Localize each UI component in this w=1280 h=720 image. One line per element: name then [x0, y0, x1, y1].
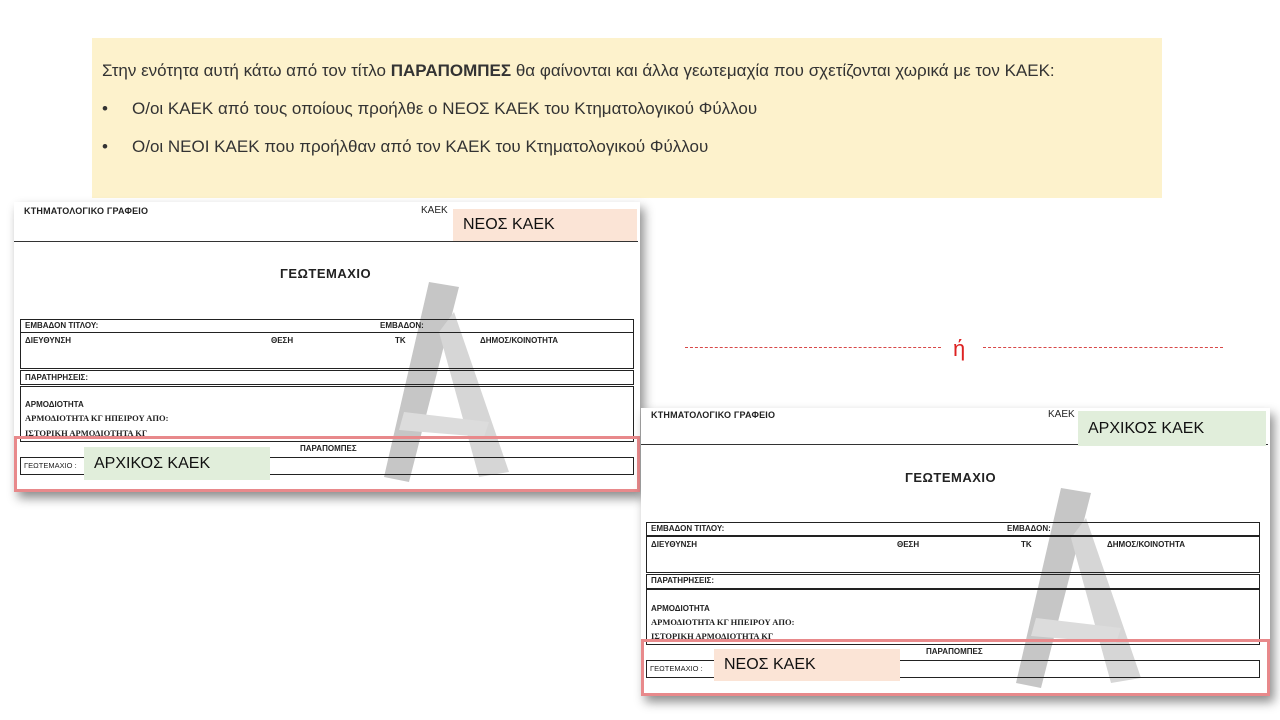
municipality-label: ΔΗΜΟΣ/ΚΟΙΝΟΤΗΤΑ: [1107, 540, 1186, 549]
area-label: ΕΜΒΑΔΟΝ:: [1007, 524, 1051, 533]
position-label: ΘΕΣΗ: [897, 540, 920, 549]
address-label: ΔΙΕΥΘΥΝΣΗ: [651, 540, 698, 549]
or-label: ή: [953, 336, 966, 361]
new-kaek-tag: ΝΕΟΣ ΚΑΕΚ: [714, 649, 900, 681]
remarks-row: [20, 370, 634, 385]
area-title-label: ΕΜΒΑΔΟΝ ΤΙΤΛΟΥ:: [651, 524, 725, 533]
intro-text-before: Στην ενότητα αυτή κάτω από τον τίτλο: [102, 61, 391, 80]
area-title-label: ΕΜΒΑΔΟΝ ΤΙΤΛΟΥ:: [25, 321, 99, 330]
jurisdiction-hist-label: ΙΣΤΟΡΙΚΗ ΑΡΜΟΔΙΟΤΗΤΑ ΚΓ: [651, 631, 774, 641]
form-card-original: [641, 408, 1270, 696]
position-label: ΘΕΣΗ: [271, 336, 294, 345]
tk-label: ΤΚ: [395, 336, 406, 345]
form-card-new: [14, 202, 640, 492]
bullet-item: • Ο/οι ΚΑΕΚ από τους οποίους προήλθε ο ΝΕΟΣ ΚΑΕΚ του Κτηματολογικού Φύλλου: [102, 90, 1152, 128]
dash-left: [685, 347, 941, 348]
bullet-item: • Ο/οι ΝΕΟΙ ΚΑΕΚ που προήλθαν από τον ΚΑΕΚ του Κτηματολογικού Φύλλου: [102, 128, 1152, 166]
intro-paragraph: [102, 52, 1152, 90]
references-highlight: [641, 639, 1270, 696]
references-label: ΠΑΡΑΠΟΜΠΕΣ: [926, 647, 983, 656]
kaek-label: ΚΑΕΚ: [1048, 409, 1075, 420]
remarks-label: ΠΑΡΑΤΗΡΗΣΕΙΣ:: [25, 373, 89, 382]
jurisdiction-kg-label: ΑΡΜΟΔΙΟΤΗΤΑ ΚΓ ΗΠΕΙΡΟΥ ΑΠΟ:: [651, 617, 795, 627]
address-label: ΔΙΕΥΘΥΝΣΗ: [25, 336, 72, 345]
area-label: ΕΜΒΑΔΟΝ:: [380, 321, 424, 330]
original-kaek-tag: ΑΡΧΙΚΟΣ ΚΑΕΚ: [1078, 411, 1266, 446]
or-divider: [685, 336, 1225, 366]
references-highlight: [14, 436, 640, 492]
intro-box: [92, 38, 1162, 198]
original-kaek-tag: ΑΡΧΙΚΟΣ ΚΑΕΚ: [84, 447, 270, 480]
intro-text-bold: ΠΑΡΑΠΟΜΠΕΣ: [390, 61, 512, 80]
intro-text-after: θα φαίνονται και άλλα γεωτεμαχία που σχετίζονται χωρικά με τον ΚΑΕΚ:: [511, 61, 1055, 80]
references-label: ΠΑΡΑΠΟΜΠΕΣ: [300, 444, 357, 453]
remarks-label: ΠΑΡΑΤΗΡΗΣΕΙΣ:: [651, 576, 715, 585]
municipality-label: ΔΗΜΟΣ/ΚΟΙΝΟΤΗΤΑ: [480, 336, 559, 345]
office-label: ΚΤΗΜΑΤΟΛΟΓΙΚΟ ΓΡΑΦΕΙΟ: [651, 410, 776, 420]
kaek-label: ΚΑΕΚ: [421, 205, 448, 216]
parcel-label: ΓΕΩΤΕΜΑΧΙΟ :: [650, 664, 703, 673]
parcel-label: ΓΕΩΤΕΜΑΧΙΟ :: [24, 461, 77, 470]
jurisdiction-kg-label: ΑΡΜΟΔΙΟΤΗΤΑ ΚΓ ΗΠΕΙΡΟΥ ΑΠΟ:: [25, 413, 169, 423]
intro-bullets: [102, 90, 1152, 166]
area-row: [646, 522, 1260, 536]
form-title: ΓΕΩΤΕΜΑΧΙΟ: [905, 470, 997, 485]
form-title: ΓΕΩΤΕΜΑΧΙΟ: [280, 266, 372, 281]
remarks-row: [646, 574, 1260, 589]
tk-label: ΤΚ: [1021, 540, 1032, 549]
jurisdiction-hist-label: ΙΣΤΟΡΙΚΗ ΑΡΜΟΔΙΟΤΗΤΑ ΚΓ: [25, 428, 148, 438]
jurisdiction-label: ΑΡΜΟΔΙΟΤΗΤΑ: [25, 400, 84, 409]
jurisdiction-label: ΑΡΜΟΔΙΟΤΗΤΑ: [651, 604, 710, 613]
office-label: ΚΤΗΜΑΤΟΛΟΓΙΚΟ ΓΡΑΦΕΙΟ: [24, 206, 149, 216]
new-kaek-tag: ΝΕΟΣ ΚΑΕΚ: [453, 209, 637, 241]
dash-right: [983, 347, 1223, 348]
area-row: [20, 319, 634, 333]
header-rule: [14, 241, 638, 242]
